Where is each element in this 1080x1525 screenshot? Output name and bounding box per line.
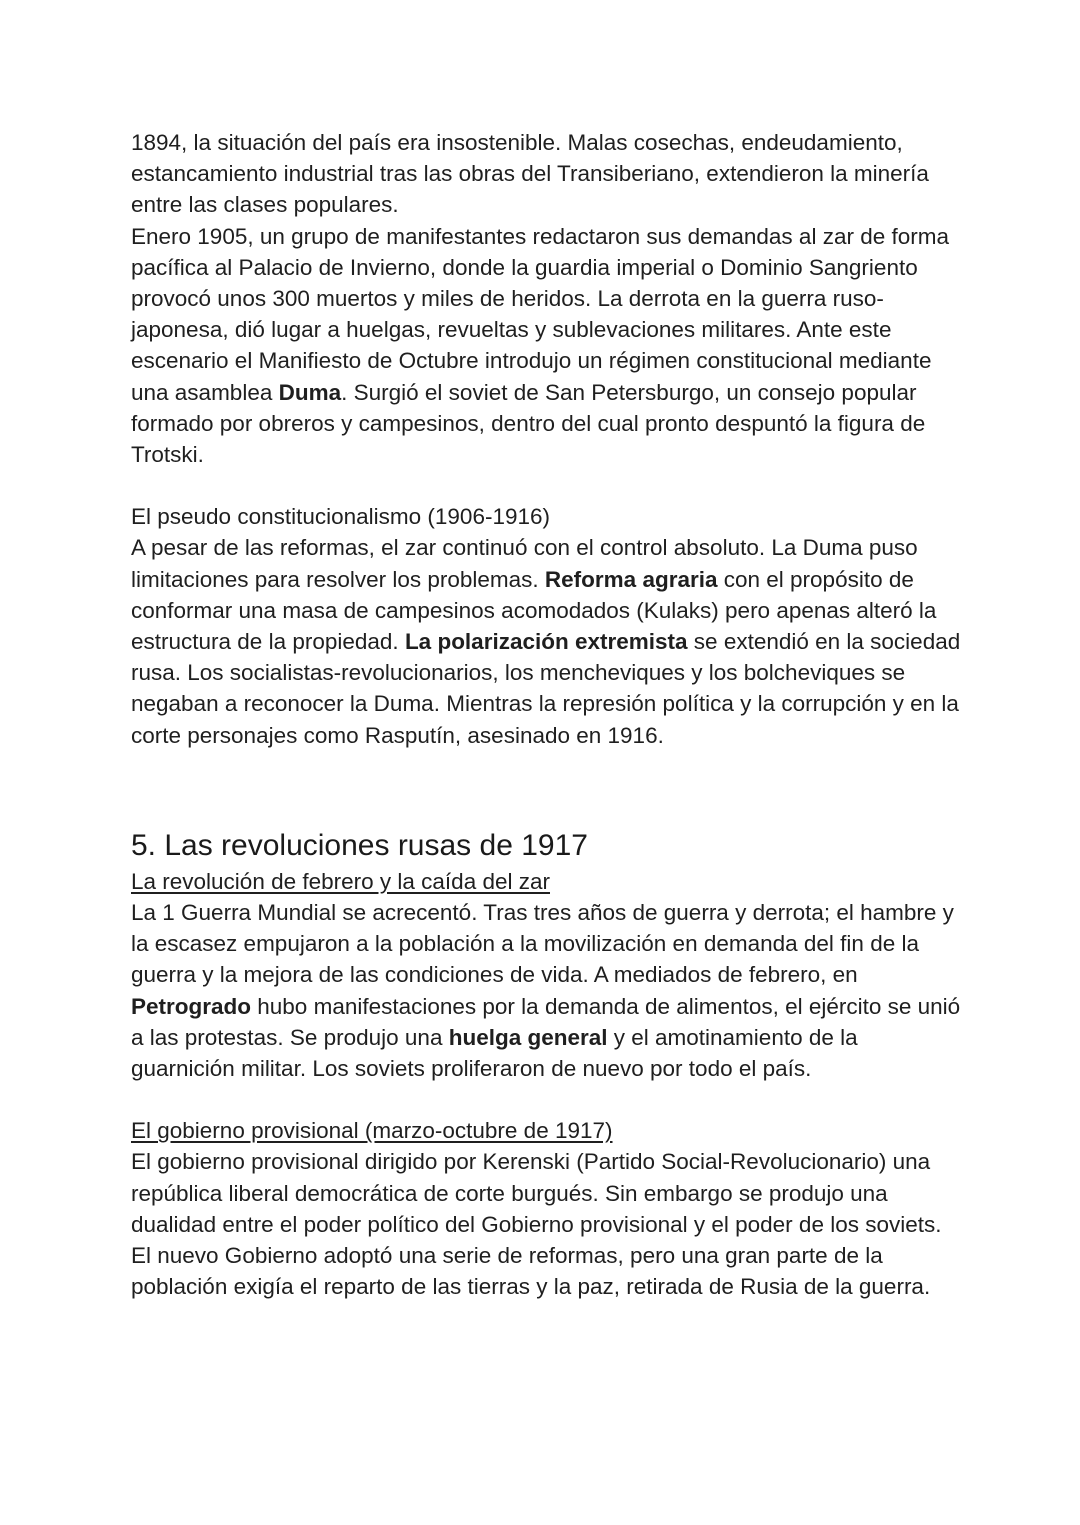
text-run: se extendió en la sociedad rusa. Los socialistas-revolucionarios, los mencheviques y los bolcheviques se negaban a reconocer la Duma. Mientras la represión política y la corrupción y en la corte personajes como Rasputín, asesinado en 1916. — [131, 629, 961, 748]
paragraph-gobierno-provisional — [131, 1146, 961, 1302]
bold-term-duma: Duma — [278, 379, 342, 405]
text-run: La 1 Guerra Mundial se acrecentó. Tras tres años de guerra y derrota; el hambre y la escasez empujaron a la población a la movilización en demanda del fin de la guerra y la mejora de las condiciones de vida. A mediados de febrero, en — [131, 900, 954, 988]
bold-term-polarizacion: La polarización extremista — [404, 629, 688, 655]
bold-term-huelga-general: huelga general — [448, 1024, 608, 1050]
paragraph-1894-situation — [131, 127, 961, 221]
text-run: y el amotinamiento de la guarnición militar. Los soviets proliferaron de nuevo por todo el país. — [131, 1024, 858, 1082]
text-run: 1894, la situación del país era insostenible. Malas cosechas, endeudamiento, estancamiento industrial tras las obras del Transiberiano, extendieron la minería entre las clases populares. — [131, 130, 929, 218]
text-run: A pesar de las reformas, el zar continuó con el control absoluto. La Duma puso limitaciones para resolver los problemas. — [131, 535, 918, 592]
text-run: Enero 1905, un grupo de manifestantes redactaron sus demandas al zar de forma pacífica al Palacio de Invierno, donde la guardia imperial o Dominio Sangriento provocó unos 300 muertos y miles de heridos. La derrota en la guerra ruso-japonesa, dió lugar a huelgas, revueltas y sublevaciones militares. Ante este escenario el Manifiesto de Octubre introdujo un régimen constitucional mediante una asamblea — [131, 223, 949, 405]
subtitle-pseudo-constitucionalismo: El pseudo constitucionalismo (1906-1916) — [131, 504, 550, 530]
section-heading: 5. Las revoluciones rusas de 1917 — [131, 828, 588, 862]
subheading-gobierno-provisional: El gobierno provisional (marzo-octubre de 1917) — [131, 1118, 613, 1144]
document-page — [131, 127, 961, 1303]
text-run: con el propósito de conformar una masa de campesinos acomodados (Kulaks) pero apenas alteró la estructura de la propiedad. — [131, 566, 937, 655]
text-run: hubo manifestaciones por la demanda de alimentos, el ejército se unió a las protestas. Se produjo una — [131, 993, 961, 1050]
bold-term-reforma-agraria: Reforma agraria — [544, 566, 718, 592]
bold-term-petrogrado: Petrogrado — [131, 993, 252, 1019]
paragraph-revolucion-febrero — [131, 897, 961, 1084]
paragraph-pseudo-constitucionalismo — [131, 532, 961, 750]
paragraph-enero-1905 — [131, 221, 961, 471]
text-run: . Surgió el soviet de San Petersburgo, un consejo popular formado por obreros y campesinos, dentro del cual pronto despuntó la figura de Trotski. — [131, 379, 926, 468]
text-run: El gobierno provisional dirigido por Kerenski (Partido Social-Revolucionario) una república liberal democrática de corte burgués. Sin embargo se produjo una dualidad entre el poder político del Gobierno provisional y el poder de los soviets. El nuevo Gobierno adoptó una serie de reformas, pero una gran parte de la población exigía el reparto de las tierras y la paz, retirada de Rusia de la guerra. — [131, 1149, 942, 1300]
subheading-revolucion-febrero: La revolución de febrero y la caída del zar — [131, 868, 550, 894]
